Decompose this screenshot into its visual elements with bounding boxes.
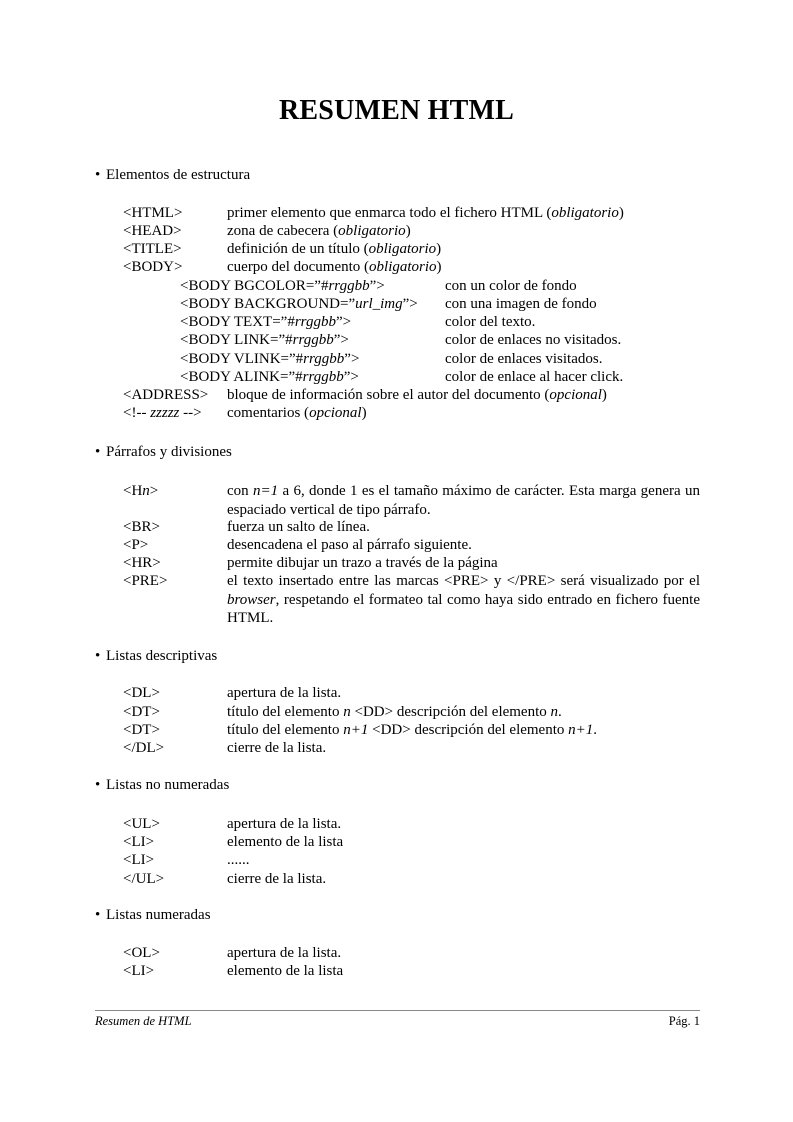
tag-body-background: <BODY BACKGROUND=”url_img”>	[180, 296, 418, 312]
tag-body-text: <BODY TEXT=”#rrggbb”>	[180, 314, 352, 330]
tag-body-vlink: <BODY VLINK=”#rrggbb”>	[180, 351, 360, 367]
desc-body-alink: color de enlace al hacer click.	[445, 369, 624, 385]
bullet-icon: •	[95, 777, 101, 793]
desc-body-text: color del texto.	[445, 314, 536, 330]
desc-body-bgcolor: con un color de fondo	[445, 278, 577, 294]
footer-page-number: Pág. 1	[668, 1014, 700, 1028]
section-heading-estructura: • Elementos de estructura	[95, 167, 251, 183]
footer-document-title: Resumen de HTML	[95, 1014, 192, 1028]
desc-body-vlink: color de enlaces visitados.	[445, 351, 603, 367]
desc-body-link: color de enlaces no visitados.	[445, 332, 622, 348]
tag-li: <LI>	[123, 852, 155, 868]
desc-dt-n: título del elemento n <DD> descripción del elemento n.	[227, 704, 562, 720]
tag-ol: <OL>	[123, 945, 160, 961]
desc-ul-end: cierre de la lista.	[227, 871, 327, 887]
desc-head: zona de cabecera (obligatorio)	[227, 223, 411, 239]
desc-body-background: con una imagen de fondo	[445, 296, 597, 312]
desc-dt-n1: título del elemento n+1 <DD> descripción del elemento n+1.	[227, 722, 598, 738]
bullet-icon: •	[95, 167, 101, 183]
tag-title: <TITLE>	[123, 241, 182, 257]
tag-body-bgcolor: <BODY BGCOLOR=”#rrggbb”>	[180, 278, 385, 294]
tag-address: <ADDRESS>	[123, 387, 209, 403]
tag-ul-end: </UL>	[123, 871, 165, 887]
section-heading-numeradas: • Listas numeradas	[95, 907, 211, 923]
desc-li: elemento de la lista	[227, 963, 344, 979]
page-title: RESUMEN HTML	[279, 95, 514, 126]
tag-body-link: <BODY LINK=”#rrggbb”>	[180, 332, 349, 348]
tag-body-alink: <BODY ALINK=”#rrggbb”>	[180, 369, 359, 385]
desc-html: primer elemento que enmarca todo el fichero HTML (obligatorio)	[227, 205, 624, 221]
bullet-icon: •	[95, 444, 101, 460]
tag-body: <BODY>	[123, 259, 183, 275]
desc-hn: con n=1 a 6, donde 1 es el tamaño máximo de carácter. Esta marga genera un espaciado vertical de tipo párrafo.	[227, 483, 700, 518]
desc-ol: apertura de la lista.	[227, 945, 342, 961]
desc-li-ellipsis: ......	[227, 852, 250, 868]
desc-p: desencadena el paso al párrafo siguiente.	[227, 537, 472, 553]
tag-hn: <Hn>	[123, 483, 159, 499]
desc-hr: permite dibujar un trazo a través de la página	[227, 555, 498, 571]
tag-dt-n: <DT>	[123, 704, 160, 720]
desc-br: fuerza un salto de línea.	[227, 519, 370, 535]
desc-title: definición de un título (obligatorio)	[227, 241, 442, 257]
desc-ul: apertura de la lista.	[227, 816, 342, 832]
desc-li: elemento de la lista	[227, 834, 344, 850]
desc-pre: el texto insertado entre las marcas <PRE> y </PRE> será visualizado por el browser, respetando el formateo tal como haya sido entrado en fichero fuente HTML.	[227, 573, 700, 626]
desc-address: bloque de información sobre el autor del documento (opcional)	[227, 387, 607, 403]
tag-hr: <HR>	[123, 555, 161, 571]
bullet-icon: •	[95, 648, 101, 664]
bullet-icon: •	[95, 907, 101, 923]
tag-li: <LI>	[123, 834, 155, 850]
section-heading-parrafos: • Párrafos y divisiones	[95, 444, 232, 460]
tag-ul: <UL>	[123, 816, 160, 832]
tag-pre: <PRE>	[123, 573, 168, 589]
tag-comment: <!-- zzzzz -->	[123, 405, 202, 421]
section-heading-descriptivas: • Listas descriptivas	[95, 648, 218, 664]
desc-dl: apertura de la lista.	[227, 685, 342, 701]
tag-html: <HTML>	[123, 205, 183, 221]
footer-divider	[95, 1010, 700, 1011]
section-heading-no-numeradas: • Listas no numeradas	[95, 777, 230, 793]
desc-comment: comentarios (opcional)	[227, 405, 367, 421]
tag-dl: <DL>	[123, 685, 160, 701]
desc-dl-end: cierre de la lista.	[227, 740, 327, 756]
tag-head: <HEAD>	[123, 223, 182, 239]
tag-p: <P>	[123, 537, 149, 553]
tag-br: <BR>	[123, 519, 160, 535]
tag-dt-n1: <DT>	[123, 722, 160, 738]
tag-dl-end: </DL>	[123, 740, 165, 756]
desc-body: cuerpo del documento (obligatorio)	[227, 259, 442, 275]
tag-li: <LI>	[123, 963, 155, 979]
